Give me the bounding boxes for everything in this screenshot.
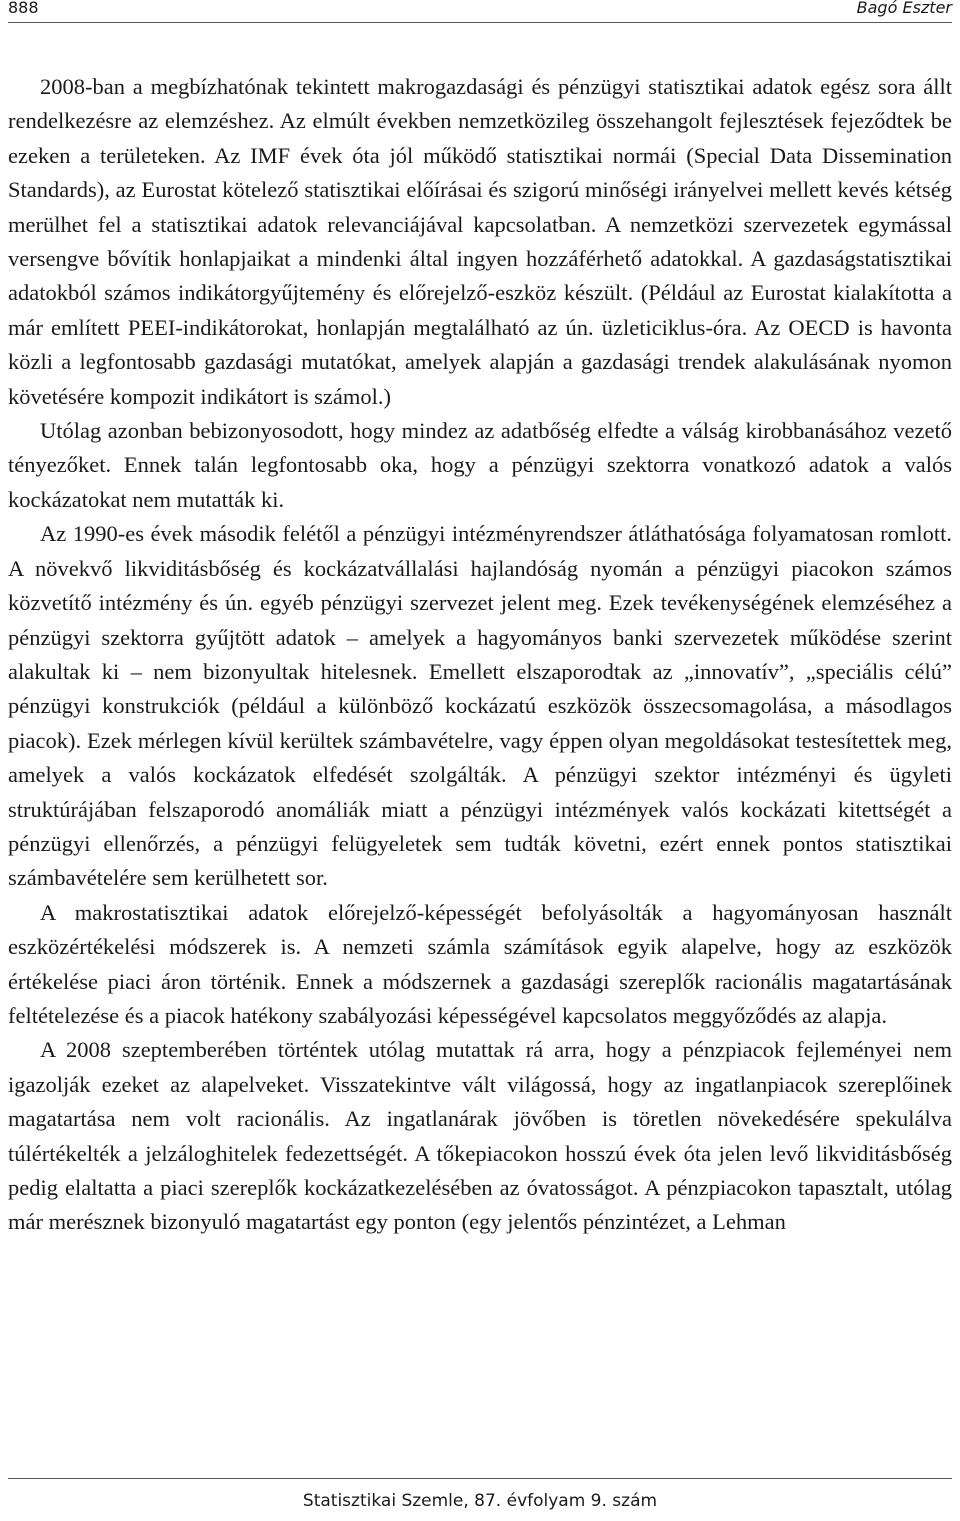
running-head — [8, 0, 952, 23]
running-foot-journal: Statisztikai Szemle, 87. évfolyam 9. szám — [302, 1491, 658, 1511]
paragraph: A makrostatisztikai adatok előrejelző-képességét befolyásolták a hagyományosan használt eszközértékelési módszerek is. A nemzeti számla számítások egyik alapelve, hogy az eszközök értékelése piaci áron történik. Ennek a módszernek a gazdasági szereplők racionális magatartásának feltételezése és a piacok hatékony szabályozási képességével kapcsolatos meggyőződés az alapja. — [8, 899, 952, 1028]
paragraph: 2008-ban a megbízhatónak tekintett makrogazdasági és pénzügyi statisztikai adatok egész sora állt rendelkezésre az elemzéshez. Az elmúlt években nemzetközileg összehangolt fejlesztések fejeződtek be ezeken a területeken. Az IMF évek óta jól működő statisztikai normái (Special Data Dissemination Standards), az Eurostat kötelező statisztikai előírásai és szigorú minőségi irányelvei mellett kevés kétség merülhet fel a statisztikai adatok relevanciájával kapcsolatban. A nemzetközi szervezetek egymással versengve bővítik honlapjaikat a mindenki által ingyen hozzáférhető adatokkal. A gazdaságstatisztikai adatokból számos indikátorgyűjtemény és előrejelző-eszköz készült. (Például az Eurostat kialakította a már említett PEEI-indikátorokat, honlapján megtalálható az ún. üzleticiklus-óra. Az OECD is havonta közli a legfontosabb gazdasági mutatókat, amelyek alapján a gazdasági trendek alakulásának nyomon követésére kompozit indikátort is számol.) — [8, 74, 952, 409]
paragraph: Az 1990-es évek második felétől a pénzügyi intézményrendszer átláthatósága folyamatosan romlott. A növekvő likviditásbőség és kockázatvállalási hajlandóság nyomán a pénzügyi piacokon számos közvetítő intézmény és ún. egyéb pénzügyi szervezet jelent meg. Ezek tevékenységének elemzéséhez a pénzügyi szektorra gyűjtött adatok – amelyek a hagyományos banki szervezetek működése szerint alakultak ki – nem bizonyultak hitelesnek. Emellett elszaporodtak az „innovatív”, „speciális célú” pénzügyi konstrukciók (például a különböző kockázatú eszközök összecsomagolása, a másodlagos piacok). Ezek mérlegen kívül kerültek számbavételre, vagy éppen olyan megoldásokat testesítettek meg, amelyek a valós kockázatok elfedését szolgálták. A pénzügyi szektor intézményi és ügyleti struktúrájában felszaporodó anomáliák miatt a pénzügyi intézmények valós kockázati kitettségét a pénzügyi ellenőrzés, a pénzügyi felügyeletek sem tudták követni, ezért ennek pontos statisztikai számbavételére sem kerülhetett sor. — [8, 521, 952, 891]
footer-rule — [8, 1478, 952, 1479]
paragraph: A 2008 szeptemberében történtek utólag mutattak rá arra, hogy a pénzpiacok fejleményei nem igazolják ezeket az alapelveket. Visszatekintve vált világossá, hogy az ingatlanpiacok szereplőinek magatartása nem volt racionális. Az ingatlanárak jövőben is töretlen növekedésére spekulálva túlértékelték a jelzáloghitelek fedezettségét. A tőkepiacokon hosszú évek óta jelen levő likviditásbőség pedig elaltatta a piaci szereplők kockázatkezelésében az óvatosságot. A pénzpiacokon tapasztalt, utólag már merésznek bizonyuló magatartást egy ponton (egy jelentős pénzintézet, a Lehman — [8, 1037, 952, 1235]
body-text — [8, 70, 952, 1240]
running-head-author: Bagó Eszter — [856, 0, 952, 17]
page-number: 888 — [8, 0, 39, 17]
paragraph: Utólag azonban bebizonyosodott, hogy mindez az adatbőség elfedte a válság kirobbanásához vezető tényezőket. Ennek talán legfontosabb oka, hogy a pénzügyi szektorra vonatkozó adatok a valós kockázatokat nem mutatták ki. — [8, 418, 952, 512]
